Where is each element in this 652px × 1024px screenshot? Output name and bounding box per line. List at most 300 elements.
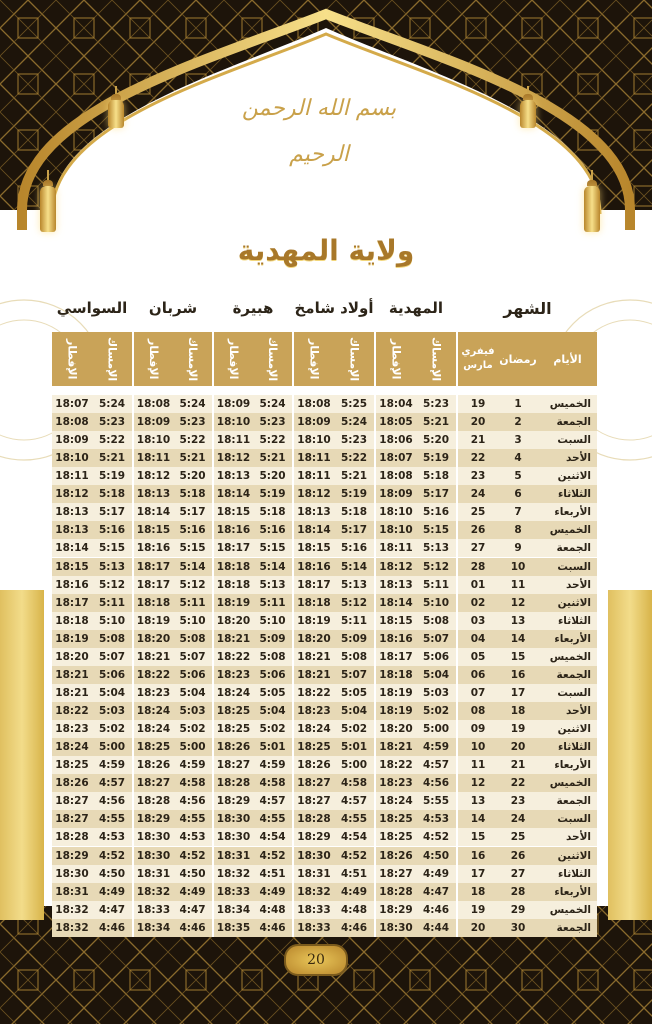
mahdia-iftar-cell: 18:28 — [376, 883, 416, 901]
mahdia-imsak-cell: 5:12 — [416, 558, 456, 576]
mahdia-iftar-cell: 18:12 — [376, 558, 416, 576]
mahdia-imsak-cell: 4:53 — [416, 810, 456, 828]
mahdia-imsak-cell: 5:21 — [416, 413, 456, 431]
souassi-imsak-cell: 5:06 — [92, 666, 132, 684]
souassi-iftar-cell: 18:12 — [52, 485, 92, 503]
mahdia-iftar-cell: 18:25 — [376, 810, 416, 828]
souassi-iftar-cell: 18:07 — [52, 395, 92, 413]
ouled-chamekh-iftar-cell: 18:31 — [294, 865, 334, 883]
chorbane-iftar-cell: 18:26 — [134, 756, 173, 774]
table-row — [52, 630, 597, 648]
weekday-cell: الأحد — [538, 702, 597, 720]
hbira-imsak-cell: 5:21 — [253, 449, 292, 467]
hbira-iftar-cell: 18:11 — [214, 431, 253, 449]
chorbane-imsak-cell: 4:46 — [173, 919, 212, 937]
ouled-chamekh-imsak-cell: 4:57 — [334, 792, 374, 810]
chorbane-imsak-cell: 5:10 — [173, 612, 212, 630]
column-headers — [52, 284, 597, 332]
ouled-chamekh-imsak-cell: 4:46 — [334, 919, 374, 937]
weekday-cell: الثلاثاء — [538, 738, 597, 756]
ouled-chamekh-iftar-cell: 18:10 — [294, 431, 334, 449]
souassi-imsak-cell: 5:04 — [92, 684, 132, 702]
chorbane-imsak-cell: 4:50 — [173, 865, 212, 883]
mahdia-imsak-cell: 5:20 — [416, 431, 456, 449]
ramadan-day-cell: 30 — [498, 919, 538, 937]
feb-march-date-cell: 10 — [458, 738, 498, 756]
ouled-chamekh-imsak-cell: 5:16 — [334, 539, 374, 557]
hbira-imsak-cell: 5:18 — [253, 503, 292, 521]
hbira-iftar-cell: 18:34 — [214, 901, 253, 919]
hbira-iftar-cell: 18:30 — [214, 828, 253, 846]
chorbane-iftar-cell: 18:16 — [134, 539, 173, 557]
table-row — [52, 828, 597, 846]
chorbane-imsak-cell: 5:00 — [173, 738, 212, 756]
weekday-cell: الأربعاء — [538, 883, 597, 901]
mahdia-iftar-cell: 18:30 — [376, 919, 416, 937]
ouled-chamekh-iftar-cell: 18:20 — [294, 630, 334, 648]
mahdia-imsak-cell: 5:17 — [416, 485, 456, 503]
souassi-imsak-label: الإمساك — [105, 336, 119, 382]
souassi-iftar-cell: 18:21 — [52, 684, 92, 702]
chorbane-imsak-cell: 5:12 — [173, 576, 212, 594]
ouled-chamekh-iftar-cell: 18:09 — [294, 413, 334, 431]
weekday-cell: السبت — [538, 684, 597, 702]
hbira-imsak-cell: 5:19 — [253, 485, 292, 503]
ramadan-day-cell: 23 — [498, 792, 538, 810]
mahdia-iftar-cell: 18:19 — [376, 684, 416, 702]
ouled-chamekh-iftar-label: الإفطار — [307, 338, 321, 380]
mahdia-iftar-cell: 18:26 — [376, 847, 416, 865]
chorbane-imsak-cell: 5:17 — [173, 503, 212, 521]
table-row — [52, 467, 597, 485]
hbira-iftar-cell: 18:22 — [214, 648, 253, 666]
mahdia-iftar-cell: 18:04 — [376, 395, 416, 413]
feb-march-date-cell: 20 — [458, 919, 498, 937]
hbira-iftar-cell: 18:12 — [214, 449, 253, 467]
mahdia-imsak-cell: 5:13 — [416, 539, 456, 557]
ouled-chamekh-imsak-cell: 4:58 — [334, 774, 374, 792]
ouled-chamekh-iftar-cell: 18:27 — [294, 774, 334, 792]
souassi-iftar-cell: 18:26 — [52, 774, 92, 792]
chorbane-iftar-cell: 18:30 — [134, 828, 173, 846]
ramadan-day-cell: 12 — [498, 594, 538, 612]
lantern-icon — [584, 170, 600, 232]
souassi-iftar-label: الإفطار — [65, 338, 79, 380]
ouled-chamekh-iftar-cell: 18:27 — [294, 792, 334, 810]
ouled-chamekh-iftar-cell: 18:15 — [294, 539, 334, 557]
header-souassi: السواسي — [56, 298, 128, 317]
souassi-iftar-cell: 18:14 — [52, 539, 92, 557]
sub-headers — [52, 332, 597, 386]
ouled-chamekh-imsak-cell: 5:13 — [334, 576, 374, 594]
ramadan-day-cell: 24 — [498, 810, 538, 828]
hbira-iftar-cell: 18:14 — [214, 485, 253, 503]
table-row — [52, 720, 597, 738]
feb-march-date-cell: 28 — [458, 558, 498, 576]
ramadan-day-cell: 16 — [498, 666, 538, 684]
ramadan-day-cell: 3 — [498, 431, 538, 449]
weekday-cell: الخميس — [538, 648, 597, 666]
header-chorbane: شربان — [148, 298, 198, 317]
weekday-cell: الجمعة — [538, 539, 597, 557]
feb-march-date-cell: 25 — [458, 503, 498, 521]
ouled-chamekh-imsak-cell: 5:02 — [334, 720, 374, 738]
lantern-icon — [108, 86, 124, 128]
ouled-chamekh-imsak-cell: 5:00 — [334, 756, 374, 774]
chorbane-iftar-cell: 18:10 — [134, 431, 173, 449]
mahdia-iftar-cell: 18:19 — [376, 702, 416, 720]
souassi-iftar-cell: 18:29 — [52, 847, 92, 865]
chorbane-iftar-cell: 18:14 — [134, 503, 173, 521]
right-minaret — [608, 590, 652, 920]
chorbane-imsak-cell: 4:53 — [173, 828, 212, 846]
hbira-iftar-cell: 18:30 — [214, 810, 253, 828]
ramadan-day-cell: 10 — [498, 558, 538, 576]
hbira-imsak-cell: 4:58 — [253, 774, 292, 792]
chorbane-imsak-cell: 5:08 — [173, 630, 212, 648]
basmala-calligraphy: بسم الله الرحمن الرحيم — [241, 96, 397, 167]
souassi-iftar-cell: 18:20 — [52, 648, 92, 666]
chorbane-iftar-cell: 18:23 — [134, 684, 173, 702]
hbira-imsak-cell: 5:16 — [253, 521, 292, 539]
ouled-chamekh-iftar-cell: 18:33 — [294, 901, 334, 919]
souassi-imsak-cell: 5:18 — [92, 485, 132, 503]
ouled-chamekh-iftar-cell: 18:21 — [294, 648, 334, 666]
ramadan-day-cell: 25 — [498, 828, 538, 846]
feb-march-date-cell: 22 — [458, 449, 498, 467]
souassi-imsak-cell: 5:08 — [92, 630, 132, 648]
mahdia-imsak-cell: 5:00 — [416, 720, 456, 738]
ramadan-day-cell: 19 — [498, 720, 538, 738]
ramadan-day-cell: 27 — [498, 865, 538, 883]
table-row — [52, 503, 597, 521]
weekday-cell: الخميس — [538, 521, 597, 539]
hbira-iftar-cell: 18:17 — [214, 539, 253, 557]
souassi-imsak-cell: 4:46 — [92, 919, 132, 937]
feb-march-date-cell: 09 — [458, 720, 498, 738]
lantern-icon — [520, 86, 536, 128]
chorbane-imsak-cell: 4:52 — [173, 847, 212, 865]
table-row — [52, 684, 597, 702]
feb-march-date-cell: 01 — [458, 576, 498, 594]
feb-march-label: فيفري مارس — [461, 346, 495, 371]
chorbane-iftar-cell: 18:28 — [134, 792, 173, 810]
mahdia-iftar-cell: 18:07 — [376, 449, 416, 467]
hbira-imsak-cell: 5:01 — [253, 738, 292, 756]
weekday-cell: الأحد — [538, 828, 597, 846]
chorbane-iftar-cell: 18:32 — [134, 883, 173, 901]
hbira-iftar-cell: 18:25 — [214, 720, 253, 738]
hbira-imsak-cell: 4:54 — [253, 828, 292, 846]
hbira-iftar-cell: 18:29 — [214, 792, 253, 810]
mahdia-imsak-label: الإمساك — [429, 336, 443, 382]
mahdia-iftar-cell: 18:13 — [376, 576, 416, 594]
feb-march-date-cell: 12 — [458, 774, 498, 792]
feb-march-date-cell: 21 — [458, 431, 498, 449]
hbira-imsak-cell: 4:59 — [253, 756, 292, 774]
ouled-chamekh-iftar-cell: 18:13 — [294, 503, 334, 521]
souassi-imsak-cell: 4:55 — [92, 810, 132, 828]
chorbane-iftar-cell: 18:13 — [134, 485, 173, 503]
souassi-imsak-cell: 5:19 — [92, 467, 132, 485]
ramadan-day-cell: 7 — [498, 503, 538, 521]
ouled-chamekh-imsak-cell: 4:49 — [334, 883, 374, 901]
ramadan-label: رمضان — [499, 352, 537, 366]
mahdia-iftar-cell: 18:14 — [376, 594, 416, 612]
souassi-imsak-cell: 5:22 — [92, 431, 132, 449]
hbira-imsak-cell: 4:46 — [253, 919, 292, 937]
ouled-chamekh-iftar-cell: 18:33 — [294, 919, 334, 937]
table-row — [52, 756, 597, 774]
souassi-iftar-cell: 18:09 — [52, 431, 92, 449]
chorbane-imsak-cell: 5:20 — [173, 467, 212, 485]
chorbane-iftar-cell: 18:24 — [134, 702, 173, 720]
feb-march-date-cell: 17 — [458, 865, 498, 883]
chorbane-iftar-cell: 18:25 — [134, 738, 173, 756]
feb-march-date-cell: 07 — [458, 684, 498, 702]
mahdia-imsak-cell: 5:18 — [416, 467, 456, 485]
mahdia-iftar-cell: 18:24 — [376, 792, 416, 810]
hbira-iftar-cell: 18:10 — [214, 413, 253, 431]
souassi-iftar-cell: 18:32 — [52, 901, 92, 919]
souassi-imsak-cell: 5:00 — [92, 738, 132, 756]
souassi-imsak-cell: 4:47 — [92, 901, 132, 919]
mahdia-imsak-cell: 5:55 — [416, 792, 456, 810]
mahdia-iftar-cell: 18:27 — [376, 865, 416, 883]
table-row — [52, 413, 597, 431]
table-row — [52, 594, 597, 612]
ouled-chamekh-imsak-cell: 5:08 — [334, 648, 374, 666]
mahdia-imsak-cell: 5:08 — [416, 612, 456, 630]
mahdia-imsak-cell: 5:16 — [416, 503, 456, 521]
chorbane-imsak-cell: 5:15 — [173, 539, 212, 557]
hbira-imsak-cell: 5:06 — [253, 666, 292, 684]
souassi-imsak-cell: 5:13 — [92, 558, 132, 576]
souassi-iftar-cell: 18:10 — [52, 449, 92, 467]
mahdia-iftar-cell: 18:29 — [376, 901, 416, 919]
ramadan-day-cell: 26 — [498, 847, 538, 865]
ouled-chamekh-imsak-cell: 5:24 — [334, 413, 374, 431]
weekday-cell: السبت — [538, 431, 597, 449]
hbira-iftar-cell: 18:35 — [214, 919, 253, 937]
souassi-iftar-cell: 18:21 — [52, 666, 92, 684]
chorbane-imsak-cell: 5:03 — [173, 702, 212, 720]
table-row — [52, 449, 597, 467]
hbira-imsak-cell: 5:23 — [253, 413, 292, 431]
hbira-iftar-cell: 18:18 — [214, 576, 253, 594]
ramadan-day-cell: 2 — [498, 413, 538, 431]
weekday-cell: الأحد — [538, 449, 597, 467]
souassi-imsak-cell: 4:56 — [92, 792, 132, 810]
hbira-iftar-cell: 18:18 — [214, 558, 253, 576]
chorbane-imsak-cell: 4:59 — [173, 756, 212, 774]
hbira-iftar-cell: 18:21 — [214, 630, 253, 648]
hbira-iftar-cell: 18:25 — [214, 702, 253, 720]
chorbane-iftar-cell: 18:18 — [134, 594, 173, 612]
table-row — [52, 521, 597, 539]
feb-march-date-cell: 02 — [458, 594, 498, 612]
mahdia-imsak-cell: 4:47 — [416, 883, 456, 901]
feb-march-date-cell: 20 — [458, 413, 498, 431]
ouled-chamekh-imsak-cell: 5:18 — [334, 503, 374, 521]
weekday-cell: الثلاثاء — [538, 612, 597, 630]
chorbane-iftar-cell: 18:29 — [134, 810, 173, 828]
mahdia-iftar-cell: 18:10 — [376, 521, 416, 539]
feb-march-date-cell: 03 — [458, 612, 498, 630]
feb-march-date-cell: 05 — [458, 648, 498, 666]
ouled-chamekh-iftar-cell: 18:24 — [294, 720, 334, 738]
chorbane-imsak-cell: 4:47 — [173, 901, 212, 919]
table-row — [52, 612, 597, 630]
table-row — [52, 648, 597, 666]
table-row — [52, 431, 597, 449]
mahdia-iftar-cell: 18:05 — [376, 413, 416, 431]
souassi-iftar-cell: 18:30 — [52, 865, 92, 883]
chorbane-iftar-cell: 18:21 — [134, 648, 173, 666]
souassi-imsak-cell: 5:23 — [92, 413, 132, 431]
souassi-imsak-cell: 5:21 — [92, 449, 132, 467]
souassi-iftar-cell: 18:23 — [52, 720, 92, 738]
hbira-iftar-cell: 18:20 — [214, 612, 253, 630]
table-row — [52, 666, 597, 684]
mahdia-imsak-cell: 5:04 — [416, 666, 456, 684]
ouled-chamekh-imsak-cell: 5:17 — [334, 521, 374, 539]
days-label: الأيام — [553, 352, 582, 366]
mahdia-imsak-cell: 5:03 — [416, 684, 456, 702]
weekday-cell: الثلاثاء — [538, 865, 597, 883]
ouled-chamekh-iftar-cell: 18:22 — [294, 684, 334, 702]
weekday-cell: السبت — [538, 558, 597, 576]
mahdia-imsak-cell: 4:50 — [416, 847, 456, 865]
feb-march-date-cell: 16 — [458, 847, 498, 865]
chorbane-iftar-cell: 18:17 — [134, 576, 173, 594]
mahdia-iftar-cell: 18:23 — [376, 774, 416, 792]
lantern-icon — [40, 170, 56, 232]
hbira-imsak-cell: 5:04 — [253, 702, 292, 720]
ouled-chamekh-imsak-cell: 5:25 — [334, 395, 374, 413]
feb-march-date-cell: 27 — [458, 539, 498, 557]
feb-march-date-cell: 26 — [458, 521, 498, 539]
chorbane-imsak-cell: 5:11 — [173, 594, 212, 612]
ramadan-day-cell: 29 — [498, 901, 538, 919]
mahdia-imsak-cell: 5:10 — [416, 594, 456, 612]
ouled-chamekh-imsak-cell: 4:51 — [334, 865, 374, 883]
table-row — [52, 865, 597, 883]
ramadan-day-cell: 11 — [498, 576, 538, 594]
ramadan-day-cell: 8 — [498, 521, 538, 539]
mahdia-imsak-cell: 4:52 — [416, 828, 456, 846]
chorbane-imsak-cell: 4:49 — [173, 883, 212, 901]
ouled-chamekh-iftar-cell: 18:29 — [294, 828, 334, 846]
ouled-chamekh-iftar-cell: 18:11 — [294, 467, 334, 485]
ouled-chamekh-imsak-cell: 4:55 — [334, 810, 374, 828]
mahdia-iftar-cell: 18:22 — [376, 756, 416, 774]
hbira-imsak-cell: 5:15 — [253, 539, 292, 557]
ouled-chamekh-imsak-cell: 5:21 — [334, 467, 374, 485]
feb-march-date-cell: 24 — [458, 485, 498, 503]
table-row — [52, 738, 597, 756]
chorbane-iftar-cell: 18:31 — [134, 865, 173, 883]
ouled-chamekh-imsak-cell: 5:22 — [334, 449, 374, 467]
chorbane-imsak-cell: 5:23 — [173, 413, 212, 431]
feb-march-date-cell: 19 — [458, 395, 498, 413]
souassi-iftar-cell: 18:18 — [52, 612, 92, 630]
ouled-chamekh-iftar-cell: 18:26 — [294, 756, 334, 774]
souassi-imsak-cell: 5:03 — [92, 702, 132, 720]
table-row — [52, 539, 597, 557]
ramadan-day-cell: 15 — [498, 648, 538, 666]
chorbane-iftar-cell: 18:19 — [134, 612, 173, 630]
weekday-cell: الجمعة — [538, 413, 597, 431]
header-ouled-chamekh: أولاد شامخ — [294, 298, 374, 317]
ramadan-day-cell: 18 — [498, 702, 538, 720]
hbira-iftar-cell: 18:27 — [214, 756, 253, 774]
ouled-chamekh-iftar-cell: 18:14 — [294, 521, 334, 539]
ouled-chamekh-imsak-cell: 4:48 — [334, 901, 374, 919]
table-row — [52, 774, 597, 792]
feb-march-date-cell: 14 — [458, 810, 498, 828]
chorbane-iftar-cell: 18:30 — [134, 847, 173, 865]
weekday-cell: الجمعة — [538, 666, 597, 684]
ouled-chamekh-iftar-cell: 18:08 — [294, 395, 334, 413]
hbira-imsak-cell: 5:02 — [253, 720, 292, 738]
souassi-iftar-cell: 18:27 — [52, 792, 92, 810]
mahdia-imsak-cell: 5:11 — [416, 576, 456, 594]
hbira-imsak-cell: 5:05 — [253, 684, 292, 702]
hbira-imsak-cell: 5:24 — [253, 395, 292, 413]
souassi-iftar-cell: 18:16 — [52, 576, 92, 594]
ouled-chamekh-imsak-cell: 5:23 — [334, 431, 374, 449]
ouled-chamekh-imsak-cell: 5:04 — [334, 702, 374, 720]
souassi-iftar-cell: 18:19 — [52, 630, 92, 648]
mahdia-iftar-cell: 18:06 — [376, 431, 416, 449]
hbira-imsak-cell: 5:09 — [253, 630, 292, 648]
ouled-chamekh-iftar-cell: 18:17 — [294, 576, 334, 594]
feb-march-date-cell: 23 — [458, 467, 498, 485]
souassi-iftar-cell: 18:22 — [52, 702, 92, 720]
table-row — [52, 919, 597, 937]
mahdia-iftar-cell: 18:20 — [376, 720, 416, 738]
hbira-imsak-cell: 5:20 — [253, 467, 292, 485]
header-hbira: هبيرة — [232, 298, 274, 317]
page-number: 20 — [284, 944, 348, 976]
mahdia-iftar-cell: 18:09 — [376, 485, 416, 503]
weekday-cell: الأربعاء — [538, 503, 597, 521]
souassi-iftar-cell: 18:25 — [52, 756, 92, 774]
ouled-chamekh-iftar-cell: 18:30 — [294, 847, 334, 865]
chorbane-imsak-cell: 5:06 — [173, 666, 212, 684]
table-row — [52, 847, 597, 865]
feb-march-date-cell: 13 — [458, 792, 498, 810]
souassi-imsak-cell: 5:10 — [92, 612, 132, 630]
chorbane-imsak-label: الإمساك — [186, 336, 199, 382]
souassi-imsak-cell: 5:24 — [92, 395, 132, 413]
table-row — [52, 883, 597, 901]
chorbane-iftar-cell: 18:11 — [134, 449, 173, 467]
ouled-chamekh-imsak-cell: 5:07 — [334, 666, 374, 684]
souassi-imsak-cell: 4:49 — [92, 883, 132, 901]
ramadan-day-cell: 22 — [498, 774, 538, 792]
weekday-cell: الخميس — [538, 901, 597, 919]
ouled-chamekh-imsak-cell: 5:05 — [334, 684, 374, 702]
chorbane-imsak-cell: 5:02 — [173, 720, 212, 738]
souassi-imsak-cell: 5:16 — [92, 521, 132, 539]
souassi-iftar-cell: 18:15 — [52, 558, 92, 576]
feb-march-date-cell: 08 — [458, 702, 498, 720]
hbira-iftar-cell: 18:19 — [214, 594, 253, 612]
ouled-chamekh-imsak-cell: 4:54 — [334, 828, 374, 846]
mahdia-imsak-cell: 5:02 — [416, 702, 456, 720]
